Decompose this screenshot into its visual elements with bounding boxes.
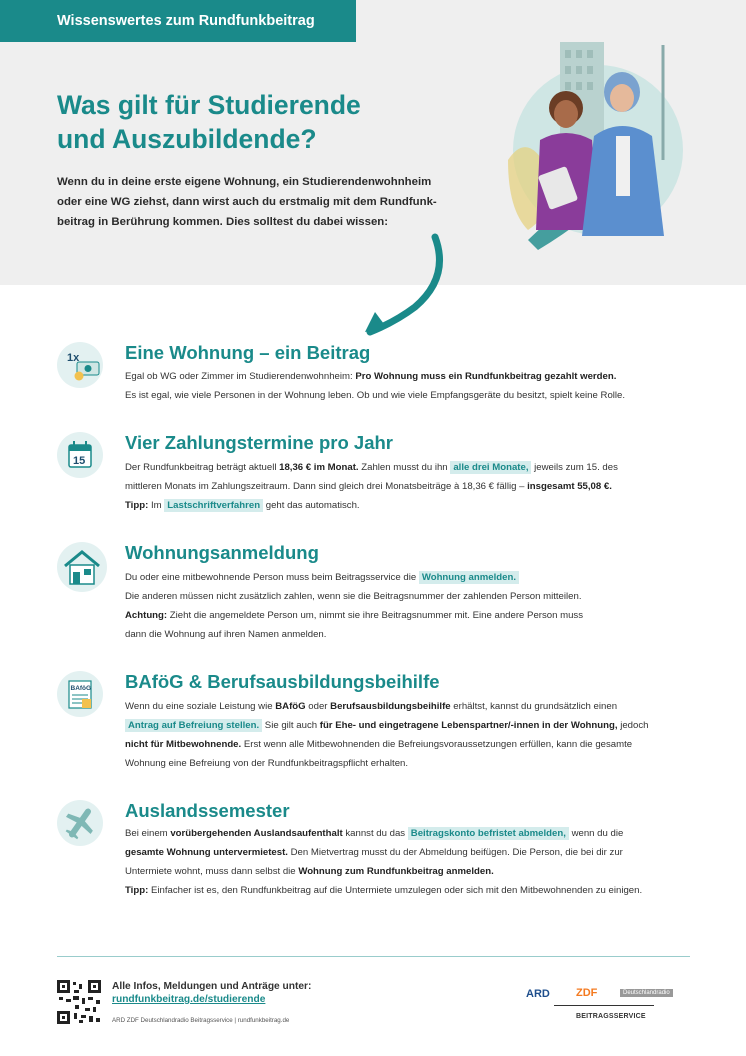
text-span: wenn du die	[568, 828, 624, 839]
calendar-icon	[57, 432, 103, 478]
zdf-logo: ZDF	[576, 987, 598, 999]
text-span: oder	[305, 701, 331, 712]
page-title-line-1: Was gilt für Studierende	[57, 90, 361, 120]
section-body	[125, 568, 705, 644]
students-photo	[498, 40, 698, 270]
bold-text: Berufsausbildungsbeihilfe	[330, 701, 451, 712]
text-span: Zahlen musst du ihn	[358, 462, 451, 473]
intro-text	[57, 172, 477, 232]
intro-line-3: beitrag in Berührung kommen. Dies solltest du dabei wissen:	[57, 216, 389, 228]
body-line	[125, 477, 705, 496]
highlight-text: Beitragskonto befristet abmelden,	[408, 827, 569, 840]
text-span: Den Mietvertrag musst du der Abmeldung beifügen. Die Person, die bei dir zur	[287, 847, 623, 858]
airplane-icon	[57, 800, 103, 846]
section-body	[125, 367, 705, 405]
section-title: Eine Wohnung – ein Beitrag	[125, 342, 371, 363]
bold-text: Pro Wohnung muss ein Rundfunkbeitrag gezahlt werden.	[355, 371, 617, 382]
section-one-apartment	[57, 342, 697, 412]
deutschlandradio-logo: Deutschlandradio	[620, 989, 673, 997]
body-line	[125, 862, 705, 881]
page-title-line-2: und Auszubildende?	[57, 124, 317, 154]
section-bafoeg	[57, 671, 697, 771]
warning-label: Achtung:	[125, 610, 168, 621]
bold-text: Wohnung zum Rundfunkbeitrag anmelden.	[298, 866, 494, 877]
text-span: Bei einem	[125, 828, 171, 839]
bold-text: insgesamt 55,08 €.	[527, 481, 612, 492]
section-title: Auslandssemester	[125, 800, 290, 821]
page-title	[57, 88, 477, 156]
text-span: kannst du das	[342, 828, 408, 839]
section-body	[125, 697, 705, 773]
text-span: erhältst, kannst du grundsätzlich einen	[450, 701, 618, 712]
body-line	[125, 697, 705, 716]
section-body	[125, 458, 705, 515]
body-line: dann die Wohnung auf ihren Namen anmelden.	[125, 629, 327, 640]
text-span: Der Rundfunkbeitrag beträgt aktuell	[125, 462, 280, 473]
section-payment-dates	[57, 432, 697, 522]
qr-code-icon[interactable]	[57, 980, 101, 1024]
intro-line-1: Wenn du in deine erste eigene Wohnung, ein Studierendenwohnheim	[57, 176, 432, 188]
section-title: BAföG & Berufsausbildungsbeihilfe	[125, 671, 440, 692]
text-span: Sie gilt auch	[262, 720, 320, 731]
footer-small-print: ARD ZDF Deutschlandradio Beitragsservice | rundfunkbeitrag.de	[112, 1017, 290, 1024]
body-line	[125, 568, 705, 587]
logo-divider	[554, 1005, 654, 1006]
text-span: Untermiete wohnt, muss dann selbst die	[125, 866, 299, 877]
topic-tag: Wissenswertes zum Rundfunkbeitrag	[0, 0, 356, 42]
body-line	[125, 824, 705, 843]
highlight-text: alle drei Monate,	[450, 461, 531, 474]
text-span: Wenn du eine soziale Leistung wie	[125, 701, 276, 712]
document-icon-label: BAföG	[70, 685, 92, 692]
footer-link[interactable]: rundfunkbeitrag.de/studierende	[112, 994, 266, 1005]
tip-label: Tipp:	[125, 500, 149, 511]
footer-info-label: Alle Infos, Meldungen und Anträge unter:	[112, 981, 312, 992]
section-registration	[57, 542, 697, 642]
highlight-text: Antrag auf Befreiung stellen.	[125, 719, 262, 732]
body-line	[125, 606, 705, 625]
text-span: Im	[148, 500, 165, 511]
text-span: jeweils zum 15. des	[531, 462, 618, 473]
bold-text: 18,36 € im Monat.	[279, 462, 359, 473]
bold-text: BAföG	[275, 701, 306, 712]
highlight-text: Lastschriftverfahren	[164, 499, 263, 512]
bold-text: für Ehe- und eingetragene Lebenspartner/-innen in der Wohnung,	[319, 720, 618, 731]
body-line: Es ist egal, wie viele Personen in der Wohnung leben. Ob und wie viele Empfangsgeräte du besitzt, spielt keine Rolle.	[125, 390, 626, 401]
text-span: jedoch	[617, 720, 649, 731]
section-semester-abroad	[57, 800, 697, 900]
body-line: Die anderen müssen nicht zusätzlich zahlen, wenn sie die Beitragsnummer der zahlenden Person mitteilen.	[125, 591, 582, 602]
body-line	[125, 496, 705, 515]
body-line	[125, 735, 705, 754]
body-line: Wohnung eine Befreiung von der Rundfunkbeitragspflicht erhalten.	[125, 758, 409, 769]
calendar-icon-day: 15	[73, 455, 86, 467]
beitragsservice-logo: BEITRAGSSERVICE	[576, 1013, 646, 1020]
document-icon	[57, 671, 103, 717]
footer-divider	[57, 956, 690, 957]
publisher-logos	[524, 985, 694, 1025]
highlight-text: Wohnung anmelden.	[419, 571, 519, 584]
bold-text: gesamte Wohnung untervermietest.	[125, 847, 288, 858]
text-span: mittleren Monats im Zahlungszeitraum. Dann sind gleich drei Monatsbeiträge à 18,36 € fällig –	[125, 481, 528, 492]
ard-logo: ARD	[526, 988, 550, 1000]
tip-label: Tipp:	[125, 885, 149, 896]
body-line	[125, 881, 705, 900]
section-title: Vier Zahlungstermine pro Jahr	[125, 432, 393, 453]
text-span: Erst wenn alle Mitbewohnenden die Befreiungsvoraussetzungen erfüllen, kann die gesamte	[241, 739, 633, 750]
bold-text: vorübergehenden Auslandsaufenthalt	[170, 828, 343, 839]
intro-line-2: oder eine WG ziehst, dann wirst auch du erstmalig mit dem Rundfunk-	[57, 196, 437, 208]
body-line	[125, 458, 705, 477]
text-span: Du oder eine mitbewohnende Person muss beim Beitragsservice die	[125, 572, 419, 583]
cash-icon-label: 1x	[67, 352, 80, 364]
body-line	[125, 843, 705, 862]
section-body	[125, 824, 705, 900]
text-span: Einfacher ist es, den Rundfunkbeitrag auf die Untermiete umzulegen oder sich mit den Mitbewohnenden zu einigen.	[148, 885, 643, 896]
text-span: geht das automatisch.	[263, 500, 360, 511]
body-line	[125, 367, 705, 386]
cash-icon	[57, 342, 103, 388]
house-icon	[57, 542, 107, 592]
text-span: Egal ob WG oder Zimmer im Studierendenwohnheim:	[125, 371, 356, 382]
curved-arrow-icon	[360, 232, 460, 342]
text-span: Zieht die angemeldete Person um, nimmt sie ihre Beitragsnummer mit. Eine andere Person muss	[167, 610, 584, 621]
section-title: Wohnungsanmeldung	[125, 542, 319, 563]
body-line	[125, 716, 705, 735]
bold-text: nicht für Mitbewohnende.	[125, 739, 242, 750]
